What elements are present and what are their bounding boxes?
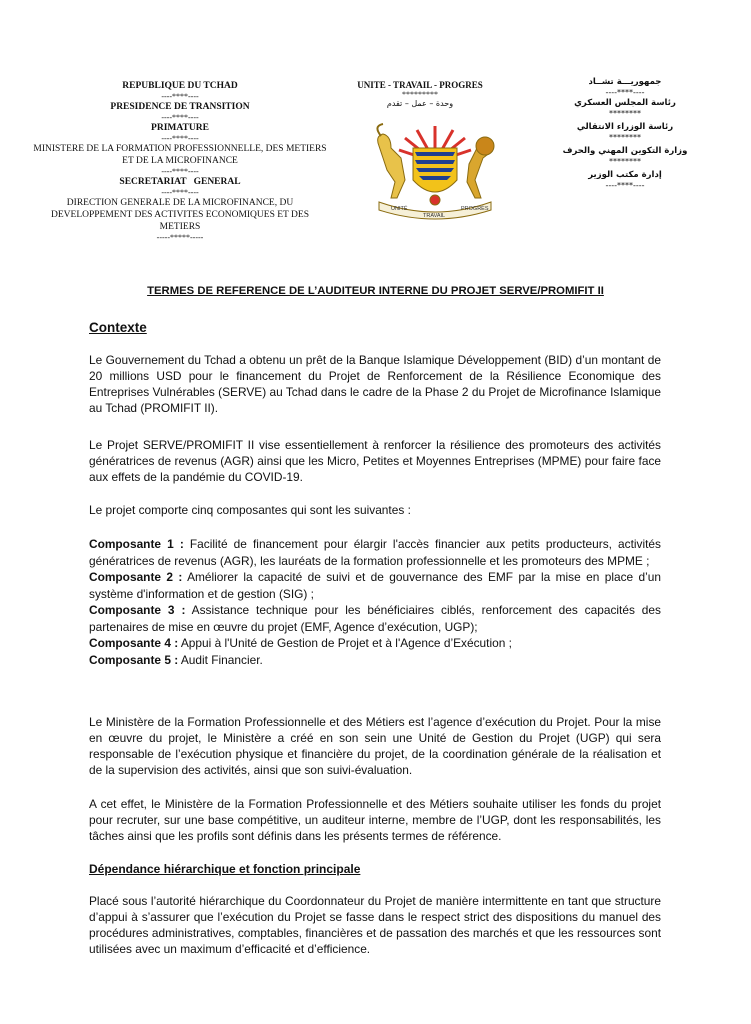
header-left	[30, 80, 330, 242]
coat-of-arms-icon	[365, 118, 505, 224]
paragraph-1: Le Gouvernement du Tchad a obtenu un prêt de la Banque Islamique Développement (BID) d’un montant de 20 millions USD pour le financement du Projet de Renforcement de la Résilience Economique des Entreprises Vulnérables (SERVE) au Tchad dans le cadre de la Phase 2 du Projet de Microfinance Islamique au Tchad (PROMIFIT II).	[89, 353, 661, 415]
republic-label-arabic: جمهوريـــة تشــاد	[588, 77, 662, 87]
component-text: Audit Financier.	[178, 652, 263, 667]
paragraph-4: Le Ministère de la Formation Professionnelle et des Métiers est l’agence d’exécution du Projet. Pour la mise en œuvre du projet, le Ministère a créé en son sein une Unité de Gestion du Projet (UGP) qui sera responsable de l’exécution physique et financière du projet, de la coordination générale de la réalisation et de la supervision des activités, ainsi que son suivi-évaluation.	[89, 715, 661, 777]
component-label: Composante 5 :	[89, 652, 179, 667]
paragraph-2: Le Projet SERVE/PROMIFIT II vise essentiellement à renforcer la résilience des promoteurs des activités génératrices de revenus (AGR) ainsi que les Micro, Petites et Moyennes Entreprises (MPME) pour faire face aux effets de la pandémie du COVID-19.	[89, 438, 661, 484]
separator: ----****----	[161, 113, 199, 122]
separator: *********	[402, 90, 438, 99]
separator: ********	[609, 157, 641, 166]
separator: -----*****-----	[156, 233, 204, 242]
component-label: Composante 1 :	[89, 537, 184, 551]
document-title: TERMES DE REFERENCE DE L’AUDITEUR INTERNE DU PROJET SERVE/PROMIFIT II	[147, 285, 604, 297]
ribbon-right-text: PROGRÈS	[461, 206, 489, 212]
secretariat-label: SECRETARIAT GENERAL	[119, 177, 241, 187]
ribbon-left-text: UNITÉ	[391, 206, 408, 212]
component-text: Améliorer la capacité de suivi et de gouvernance des EMF par la mise en place d’un système d'information et de gestion (SIG) ;	[89, 570, 661, 601]
national-motto-arabic: وحدة – عمل – تقدم	[386, 99, 454, 108]
ministry-label: MINISTERE DE LA FORMATION PROFESSIONNELLE, DES METIERS ET DE LA MICROFINANCE	[33, 144, 327, 166]
office-label-arabic: إدارة مكتب الوزير	[588, 170, 662, 180]
republic-label: REPUBLIQUE DU TCHAD	[122, 81, 238, 91]
component-text: Facilité de financement pour élargir l'accès financier aux petits producteurs, activités génératrices de revenus (AGR), les lauréats de la formation professionnelle et les promoteurs des MPME ;	[89, 537, 661, 568]
separator: ----****----	[161, 167, 199, 176]
component-label: Composante 4 :	[89, 636, 179, 650]
separator: ----****----	[161, 134, 199, 143]
separator: ----****----	[161, 92, 199, 101]
component-list	[89, 536, 661, 668]
pm-label-arabic: رئاسة الوزراء الانتقالي	[576, 122, 674, 132]
council-label-arabic: رئاسة المجلس العسكري	[574, 98, 676, 108]
header-center	[345, 80, 495, 108]
list-item	[89, 652, 661, 669]
header-right	[540, 76, 710, 190]
list-item	[89, 635, 661, 652]
primature-label: PRIMATURE	[151, 123, 209, 133]
component-text: Appui à l'Unité de Gestion de Projet et à l'Agence d’Exécution ;	[178, 636, 512, 650]
list-item	[89, 602, 661, 635]
direction-label: DIRECTION GENERALE DE LA MICROFINANCE, DU DEVELOPPEMENT DES ACTIVITES ECONOMIQUES ET DES METIERS	[51, 198, 309, 232]
paragraph-6: Placé sous l’autorité hiérarchique du Coordonnateur du Projet de manière intermittente en tant que structure d’appui à s’assurer que l’exécution du Projet se fasse dans le respect strict des dispositions du manuel des procédures administratives, comptables, financières et de passation des marchés et que les ressources sont utilisées avec un maximum d’efficacité et d’efficience.	[89, 894, 661, 956]
presidency-label: PRESIDENCE DE TRANSITION	[110, 102, 250, 112]
separator: ----****----	[605, 181, 645, 190]
section-heading-context: Contexte	[89, 320, 147, 335]
paragraph-3: Le projet comporte cinq composantes qui sont les suivantes :	[89, 503, 411, 517]
ministry-label-arabic: وزارة التكوين المهني والحرف	[562, 146, 688, 156]
list-item	[89, 569, 661, 602]
list-item	[89, 536, 661, 569]
separator: ----****----	[161, 188, 199, 197]
ribbon-center-text: TRAVAIL	[423, 213, 446, 219]
component-label: Composante 3 :	[89, 603, 186, 617]
component-label: Composante 2 :	[89, 570, 183, 584]
section-heading-hierarchy: Dépendance hiérarchique et fonction principale	[89, 862, 361, 876]
separator: ********	[609, 109, 641, 118]
national-motto: UNITE - TRAVAIL - PROGRES	[357, 80, 483, 90]
separator: ********	[609, 133, 641, 142]
component-text: Assistance technique pour les bénéficiaires ciblés, renforcement des capacités des partenaires de mise en œuvre du projet (EMF, Agence d’exécution, UGP);	[89, 603, 661, 634]
paragraph-5: A cet effet, le Ministère de la Formation Professionnelle et des Métiers souhaite utiliser les fonds du projet pour recruter, sur une base compétitive, un auditeur interne, membre de l’UGP, dont les responsabilités, les tâches ainsi que les profils sont définis dans les présents termes de référence.	[89, 797, 661, 843]
separator: ----****----	[605, 88, 645, 97]
